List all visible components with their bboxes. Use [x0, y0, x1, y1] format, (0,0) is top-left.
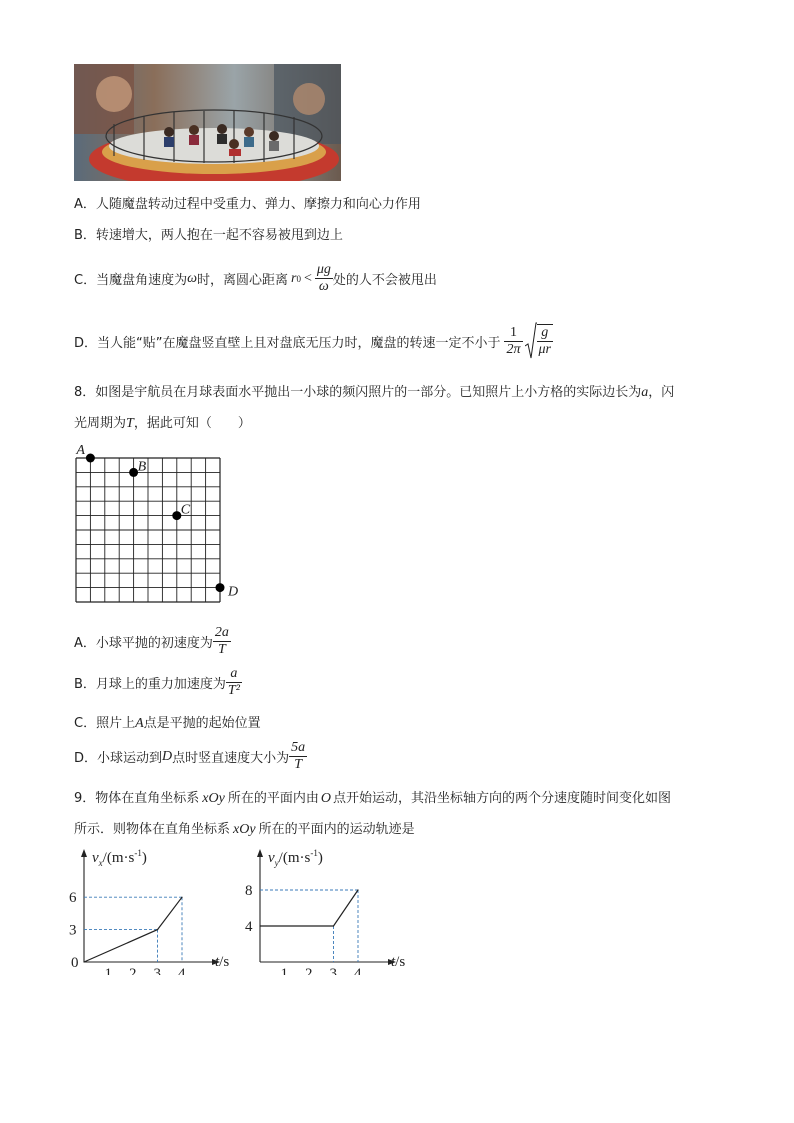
series-line	[260, 890, 358, 926]
q7-option-d-root-num: g	[537, 325, 553, 342]
y-axis-label: $v_y/(m\cdot s^{-1})$	[268, 848, 323, 868]
y-axis-label: $v_x/(m\cdot s^{-1})$	[92, 848, 147, 868]
vy-chart-svg	[240, 845, 410, 975]
q7-option-c-omega: ω	[187, 270, 197, 286]
data-point	[259, 925, 260, 926]
q8-stem-text-2: ，闪	[648, 385, 675, 400]
q8-stem-text: 8．如图是宇航员在月球表面水平抛出一小球的频闪照片的一部分。已知照片上小方格的实际边长为	[74, 385, 642, 400]
q8-var-a: a	[641, 385, 649, 400]
q8-option-c-post: 点是平抛的起始位置	[143, 716, 261, 731]
q8-option-d-pre: D．小球运动到	[74, 751, 163, 766]
q9-text-5: 所在的平面内的运动轨迹是	[258, 822, 415, 837]
carousel-photo	[74, 64, 341, 181]
q9-text-1: 9．物体在直角坐标系	[74, 791, 200, 806]
carousel-photo-image	[74, 64, 341, 181]
x-tick-label: 1	[280, 966, 288, 975]
q8-option-c-A: A	[135, 716, 144, 731]
data-point	[157, 929, 158, 930]
q7-option-d-fraction	[504, 325, 522, 358]
q7-option-c-post: 处的人不会被甩出	[332, 273, 437, 288]
x-axis-label: t/s	[215, 954, 230, 970]
y-tick-label: 8	[245, 883, 253, 899]
point-label-A: A	[76, 443, 85, 458]
q8-option-c-pre: C．照片上	[74, 716, 136, 731]
q8-option-d-post: 点时竖直速度大小为	[172, 751, 290, 766]
x-tick-label: 4	[354, 966, 362, 975]
q8-option-b-den: T²	[227, 683, 240, 698]
q8-grid-figure	[70, 438, 260, 622]
x-tick-label: 1	[104, 966, 112, 975]
q8-var-T: T	[126, 416, 134, 431]
x-tick-label: 2	[129, 966, 137, 975]
q7-option-c-mid: 时，离圆心距离	[196, 273, 288, 288]
y-tick-label: 4	[245, 919, 253, 935]
x-tick-label: 4	[178, 966, 186, 975]
q8-option-a-den: T	[218, 642, 226, 657]
data-point	[181, 897, 182, 898]
q8-option-d-fraction	[289, 740, 307, 773]
x-tick-label: 3	[329, 966, 337, 975]
q7-option-c-num: μg	[316, 262, 331, 277]
q7-option-a: A．人随魔盘转动过程中受重力、弹力、摩擦力和向心力作用	[74, 197, 421, 212]
x-axis-label: t/s	[391, 954, 406, 970]
q7-option-d-den: 2π	[506, 341, 521, 357]
q7-option-d-root-den: μr	[538, 342, 551, 357]
q9-stem-line2	[74, 818, 415, 838]
q9-stem-line1	[74, 787, 671, 807]
point-D	[216, 583, 225, 592]
x-tick-label: 2	[305, 966, 313, 975]
q8-option-a-text: A．小球平抛的初速度为	[74, 636, 213, 651]
q9-var-xoy-2: xOy	[233, 822, 256, 837]
q8-option-a-fraction	[213, 625, 231, 658]
point-label-C: C	[180, 502, 191, 518]
q8-stem-text-4: ，据此可知（ ）	[133, 416, 251, 431]
q9-var-O: O	[320, 791, 331, 806]
data-point	[83, 961, 84, 962]
q9-var-xoy: xOy	[202, 791, 225, 806]
q8-option-a-num: 2a	[214, 625, 229, 640]
q8-stem-text-3: 光周期为	[74, 416, 127, 431]
q8-option-d-D: D	[162, 748, 173, 764]
q9-text-2: 所在的平面内由	[227, 791, 319, 806]
q7-option-c-den: ω	[318, 279, 329, 294]
x-tick-label: 3	[153, 966, 161, 975]
q9-text-3: 点开始运动，其沿坐标轴方向的两个分速度随时间变化如图	[332, 791, 671, 806]
q8-option-b-num: a	[226, 666, 242, 683]
sqrt-sign-icon	[525, 322, 537, 360]
q7-option-d-pre: D．当人能“贴”在魔盘竖直壁上且对盘底无压力时，魔盘的转速一定不小于	[74, 335, 501, 351]
y-tick-label: 6	[69, 890, 77, 907]
q8-stem-line1	[74, 381, 674, 401]
q8-option-d-num: 5a	[291, 740, 306, 755]
origin-label: 0	[71, 955, 79, 971]
series-line	[84, 897, 182, 962]
data-point	[357, 889, 358, 890]
point-A	[86, 454, 95, 463]
point-label-B: B	[137, 459, 147, 475]
q9-text-4: 所示．则物体在直角坐标系	[74, 822, 231, 837]
vy-chart	[240, 845, 410, 979]
y-axis-arrow-icon	[257, 849, 263, 857]
q8-option-b-fraction	[226, 666, 242, 699]
q7-option-c-r: r	[290, 270, 297, 286]
q7-option-c-pre: C．当魔盘角速度为	[74, 273, 188, 288]
vx-chart	[60, 845, 240, 979]
y-tick-label: 3	[69, 922, 77, 939]
q8-option-d-den: T	[294, 757, 303, 772]
q7-option-c	[74, 262, 437, 295]
q8-grid-svg	[70, 438, 260, 618]
q7-option-d-num: 1	[504, 325, 522, 342]
q8-stem-line2	[74, 412, 251, 432]
data-point	[333, 925, 334, 926]
q8-option-d	[74, 740, 307, 773]
q7-option-c-sub: 0	[296, 273, 301, 284]
q8-option-c	[74, 712, 261, 732]
point-label-D: D	[228, 584, 239, 600]
q8-option-b-text: B．月球上的重力加速度为	[74, 677, 226, 692]
q7-option-d	[74, 322, 553, 360]
q7-option-d-sqrt	[525, 322, 553, 360]
vx-chart-svg	[60, 845, 240, 975]
q8-option-a	[74, 625, 231, 658]
y-axis-arrow-icon	[81, 849, 87, 857]
q7-option-c-fraction	[315, 262, 333, 295]
q7-option-c-lt: <	[303, 270, 312, 286]
q7-option-b: B．转速增大，两人抱在一起不容易被甩到边上	[74, 228, 343, 243]
q7-option-d-root-fraction	[537, 324, 553, 358]
q8-option-b	[74, 666, 242, 699]
